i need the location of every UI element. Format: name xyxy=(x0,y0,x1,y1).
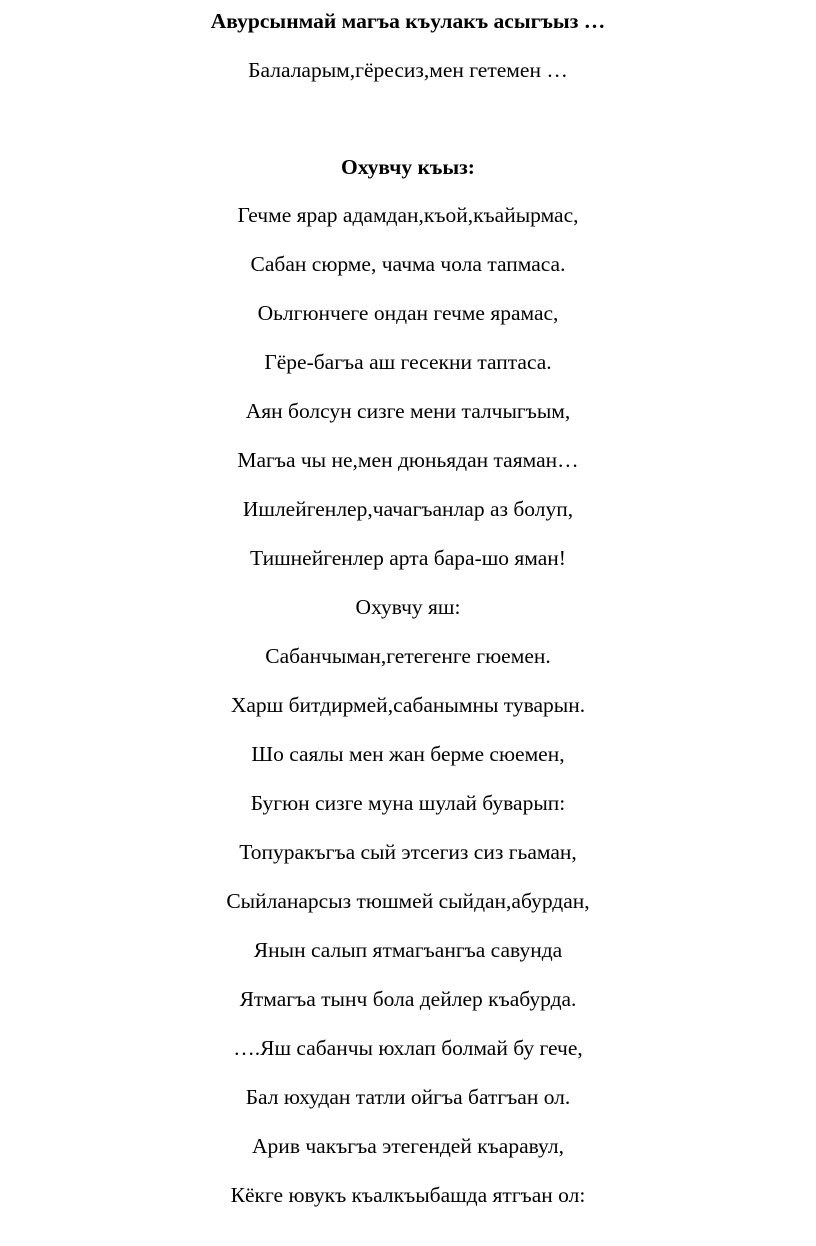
poem-line: Ишлейгенлер,чачагъанлар аз болуп, xyxy=(242,497,574,521)
document-title: Авурсынмай магъа къулакъ асыгъыз … xyxy=(210,9,606,33)
poem-line: Балаларым,гёресиз,мен гетемен … xyxy=(248,58,568,82)
poem-line: Ятмагъа тынч бола дейлер къабурда. xyxy=(239,987,577,1011)
poem-line: Магъа чы не,мен дюньядан таяман… xyxy=(237,448,579,472)
poem-line: Бугюн сизге муна шулай буварып: xyxy=(250,791,566,815)
poem-line: Сабанчыман,гетегенге гюемен. xyxy=(265,644,551,668)
speaker-heading: Охувчу яш: xyxy=(355,595,461,619)
poem-line: Сыйланарсыз тюшмей сыйдан,абурдан, xyxy=(226,889,590,913)
poem-line: Тишнейгенлер арта бара-шо яман! xyxy=(250,546,566,570)
speaker-heading: Охувчу къыз: xyxy=(341,155,475,179)
poem-line: Топуракъгъа сый этсегиз сиз гьаман, xyxy=(239,840,577,864)
poem-line: Арив чакъгъа этегендей къаравул, xyxy=(252,1134,564,1158)
poem-line: ….Яш сабанчы юхлап болмай бу гече, xyxy=(233,1036,583,1060)
poem-line: Шо саялы мен жан берме сюемен, xyxy=(251,742,565,766)
poem-line: Бал юхудан татли ойгъа батгъан ол. xyxy=(245,1085,571,1109)
poem-line: Янын салып ятмагъангъа савунда xyxy=(253,938,563,962)
poem-line: Оьлгюнчеге ондан гечме ярамас, xyxy=(257,301,559,325)
poem-line: Аян болсун сизге мени талчыгъым, xyxy=(245,399,571,423)
poem-line: Харш битдирмей,сабанымны туварын. xyxy=(230,693,586,717)
poem-line: Гёре-багъа аш гесекни таптаса. xyxy=(264,350,552,374)
poem-line: Гечме ярар адамдан,къой,къайырмас, xyxy=(237,203,579,227)
poem-line: Кёкге ювукъ къалкъыбашда ятгъан ол: xyxy=(230,1183,586,1207)
poem-line: Сабан сюрме, чачма чола тапмаса. xyxy=(250,252,566,276)
